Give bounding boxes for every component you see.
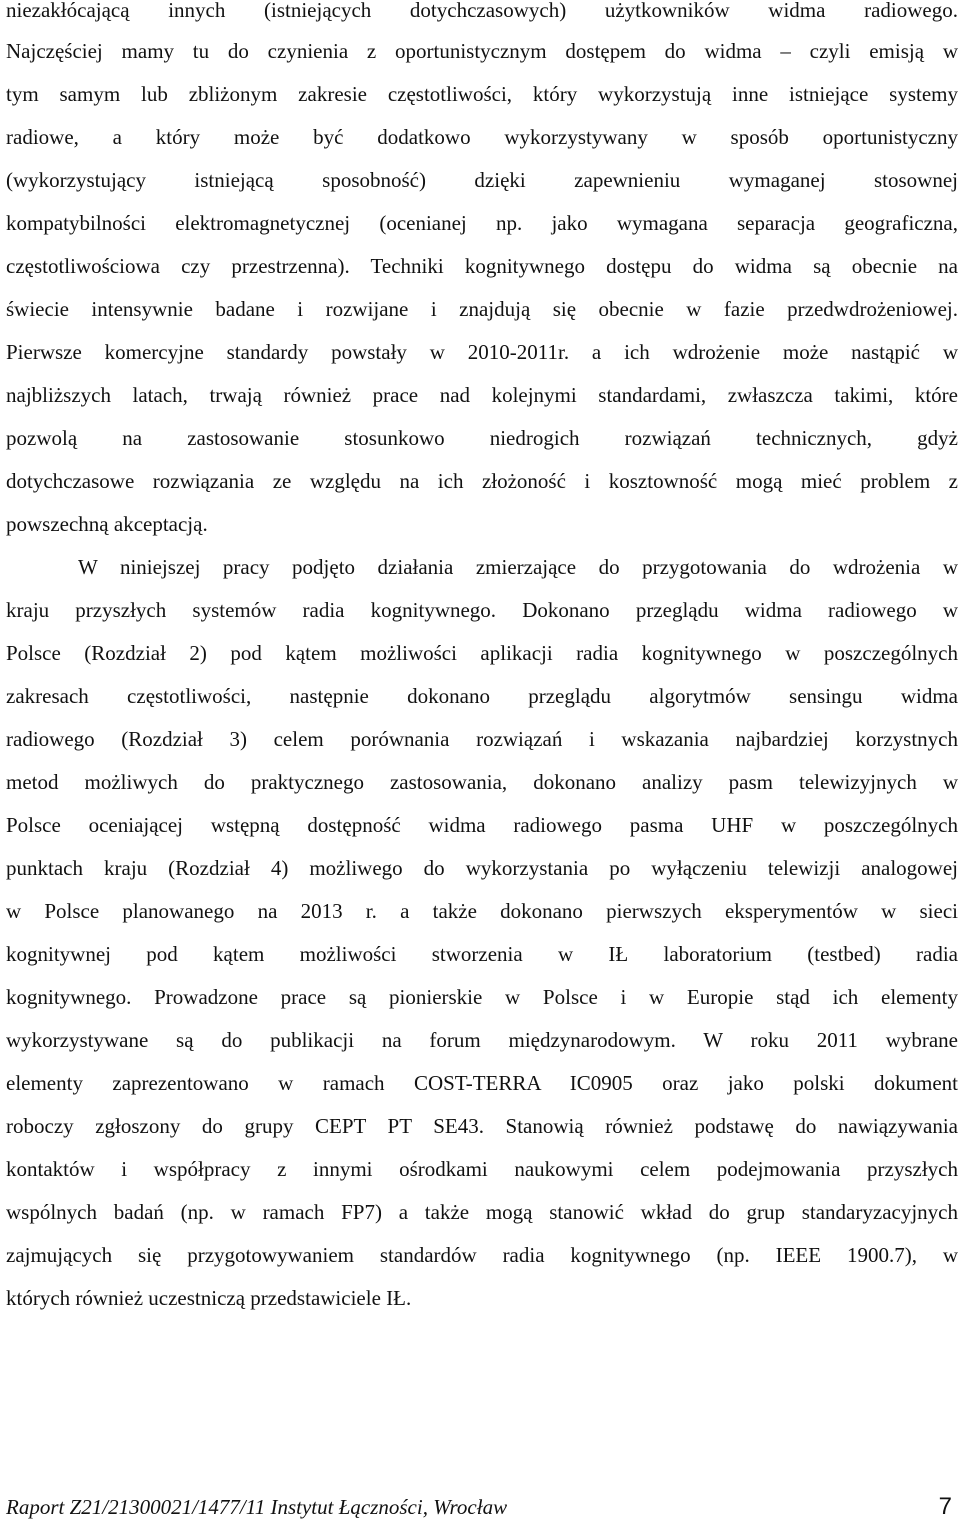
document-page xyxy=(6,0,958,1526)
text-line: roboczy zgłoszony do grupy CEPT PT SE43. Stanowią również podstawę do nawiązywania xyxy=(6,1114,958,1138)
text-line: powszechną akceptacją. xyxy=(6,512,208,536)
text-line: dotychczasowe rozwiązania ze względu na ich złożoność i kosztowność mogą mieć problem z xyxy=(6,469,958,493)
page-footer xyxy=(6,1492,956,1522)
text-line: wykorzystywane są do publikacji na forum międzynarodowym. W roku 2011 wybrane xyxy=(6,1028,958,1052)
text-line: niezakłócającą innych (istniejących dotychczasowych) użytkowników widma radiowego. xyxy=(6,0,958,22)
text-line: zakresach częstotliwości, następnie dokonano przeglądu algorytmów sensingu widma xyxy=(6,684,958,708)
text-line: pozwolą na zastosowanie stosunkowo niedrogich rozwiązań technicznych, gdyż xyxy=(6,426,958,450)
text-line: Najczęściej mamy tu do czynienia z oportunistycznym dostępem do widma – czyli emisją w xyxy=(6,39,958,63)
text-line: w Polsce planowanego na 2013 r. a także dokonano pierwszych eksperymentów w sieci xyxy=(6,899,958,923)
page-number: 7 xyxy=(938,1493,952,1520)
text-line: których również uczestniczą przedstawiciele IŁ. xyxy=(6,1286,412,1310)
report-reference: Raport Z21/21300021/1477/11 Instytut Łączności, Wrocław xyxy=(6,1495,508,1519)
text-line: radiowe, a który może być dodatkowo wykorzystywany w sposób oportunistyczny xyxy=(6,125,958,149)
text-line: Pierwsze komercyjne standardy powstały w 2010-2011r. a ich wdrożenie może nastąpić w xyxy=(6,340,958,364)
text-line: kognitywnego. Prowadzone prace są pionierskie w Polsce i w Europie stąd ich elementy xyxy=(6,985,958,1009)
text-line: (wykorzystujący istniejącą sposobność) dzięki zapewnieniu wymaganej stosownej xyxy=(6,168,958,192)
text-line: elementy zaprezentowano w ramach COST-TERRA IC0905 oraz jako polski dokument xyxy=(6,1071,958,1095)
text-line: świecie intensywnie badane i rozwijane i znajdują się obecnie w fazie przedwdrożeniowej. xyxy=(6,297,958,321)
text-line: kompatybilności elektromagnetycznej (ocenianej np. jako wymagana separacja geograficzna, xyxy=(6,211,958,235)
text-line: Polsce (Rozdział 2) pod kątem możliwości aplikacji radia kognitywnego w poszczególnych xyxy=(6,641,958,665)
text-line: radiowego (Rozdział 3) celem porównania rozwiązań i wskazania najbardziej korzystnych xyxy=(6,727,958,751)
text-line: zajmujących się przygotowywaniem standardów radia kognitywnego (np. IEEE 1900.7), w xyxy=(6,1243,958,1267)
text-line: kraju przyszłych systemów radia kognitywnego. Dokonano przeglądu widma radiowego w xyxy=(6,598,958,622)
text-line: częstotliwościowa czy przestrzenna). Techniki kognitywnego dostępu do widma są obecnie na xyxy=(6,254,958,278)
text-line: tym samym lub zbliżonym zakresie częstotliwości, który wykorzystują inne istniejące systemy xyxy=(6,82,958,106)
text-line: kognitywnej pod kątem możliwości stworzenia w IŁ laboratorium (testbed) radia xyxy=(6,942,958,966)
text-line: punktach kraju (Rozdział 4) możliwego do wykorzystania po wyłączeniu telewizji analogowej xyxy=(6,856,958,880)
text-line: Polsce oceniającej wstępną dostępność widma radiowego pasma UHF w poszczególnych xyxy=(6,813,958,837)
text-line: W niniejszej pracy podjęto działania zmierzające do przygotowania do wdrożenia w xyxy=(78,555,958,579)
text-line: metod możliwych do praktycznego zastosowania, dokonano analizy pasm telewizyjnych w xyxy=(6,770,958,794)
text-line: wspólnych badań (np. w ramach FP7) a także mogą stanowić wkład do grup standaryzacyjnych xyxy=(6,1200,958,1224)
text-line: najbliższych latach, trwają również prace nad kolejnymi standardami, zwłaszcza takimi, które xyxy=(6,383,958,407)
text-line: kontaktów i współpracy z innymi ośrodkami naukowymi celem podejmowania przyszłych xyxy=(6,1157,958,1181)
